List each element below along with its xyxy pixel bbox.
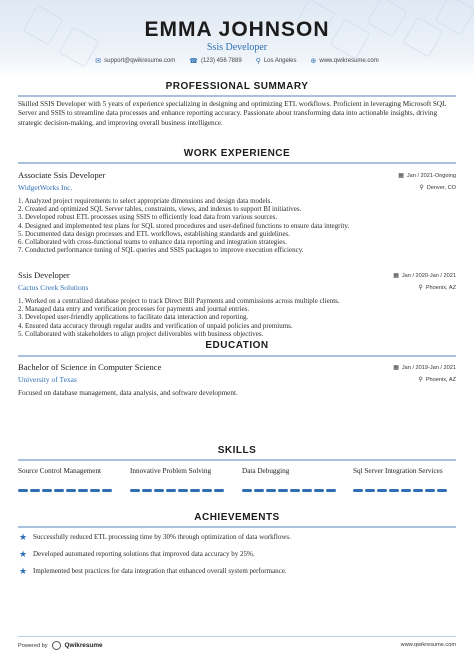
qwikresume-logo-icon xyxy=(52,641,61,650)
powered-by-text: Powered by xyxy=(18,642,48,649)
list-item: 5. Documented data design processes and ETL workflows, establishing standards and guidelines. xyxy=(18,229,290,238)
contact-location xyxy=(256,57,297,65)
skill-level-segment xyxy=(142,489,152,492)
degree-title: Bachelor of Science in Computer Science xyxy=(18,362,162,372)
skill-level-segment xyxy=(130,489,140,492)
education-dates xyxy=(393,364,456,371)
skill-level-segment xyxy=(214,489,224,492)
list-item: 4. Designed and implemented test plans for SQL stored procedures and user-defined functions to ensure data integrity. xyxy=(18,221,350,230)
skill-item xyxy=(130,467,230,492)
skill-item xyxy=(242,467,342,492)
achievement-text: Developed automated reporting solutions that improved data accuracy by 25%. xyxy=(33,550,255,558)
location-text: Los Angeles xyxy=(263,58,297,64)
contact-email[interactable] xyxy=(95,57,175,65)
skill-level-segment xyxy=(18,489,28,492)
skill-level-segment xyxy=(266,489,276,492)
skill-label: Innovative Problem Solving xyxy=(130,467,212,475)
job-company: WidgetWorks Inc. xyxy=(18,183,73,192)
job-location-text: Denver, CO xyxy=(426,184,456,191)
list-item: 2. Created and optimized SQL Server tables, constraints, views, and indexes to support BI initiatives. xyxy=(18,205,302,214)
list-item: 1. Analyzed project requirements to select appropriate dimensions and design data models. xyxy=(18,197,273,205)
skill-level-segment xyxy=(66,489,76,492)
contact-phone[interactable] xyxy=(189,57,241,65)
achievement-text: Implemented best practices for data integration that enhanced overall system performance. xyxy=(33,567,287,575)
star-badge-icon: ★ xyxy=(18,566,28,576)
school-name: University of Texas xyxy=(18,375,77,384)
skill-level-segment xyxy=(377,489,387,492)
calendar-icon: ▦ xyxy=(393,365,399,371)
skill-level-segment xyxy=(437,489,447,492)
section-title-education: EDUCATION xyxy=(205,340,269,351)
location-pin-icon: ⚲ xyxy=(418,377,423,383)
list-item: 1. Worked on a centralized database project to track Direct Bill Payments and commissions across multiple clients. xyxy=(18,297,340,305)
skill-level-segment xyxy=(90,489,100,492)
job-dates-text: Jan / 2020-Jan / 2021 xyxy=(401,272,456,279)
skill-level-segment xyxy=(102,489,112,492)
skill-level-segment xyxy=(202,489,212,492)
skill-level-bar xyxy=(242,489,342,492)
footer-divider xyxy=(18,636,456,637)
skill-level-segment xyxy=(178,489,188,492)
skill-level-segment xyxy=(254,489,264,492)
education-dates-text: Jan / 2019-Jan / 2021 xyxy=(401,364,456,371)
education-location-text: Phoenix, AZ xyxy=(425,376,456,383)
skill-item xyxy=(353,467,458,492)
section-title-summary: PROFESSIONAL SUMMARY xyxy=(165,81,309,92)
skill-level-segment xyxy=(326,489,336,492)
section-title-achievements: ACHIEVEMENTS xyxy=(194,512,280,523)
footer-website[interactable]: www.qwikresume.com xyxy=(400,642,456,648)
skill-level-segment xyxy=(242,489,252,492)
skill-level-segment xyxy=(42,489,52,492)
calendar-icon: ▦ xyxy=(398,173,404,179)
job-location xyxy=(418,284,456,291)
job-duties-list xyxy=(18,297,458,338)
list-item: 3. Developed user-friendly applications to facilitate data interaction and reporting. xyxy=(18,313,249,322)
skill-level-segment xyxy=(353,489,363,492)
skill-level-segment xyxy=(401,489,411,492)
job-title: Ssis Developer xyxy=(18,270,70,280)
email-icon: ✉ xyxy=(95,58,102,65)
skill-level-segment xyxy=(54,489,64,492)
contact-website[interactable] xyxy=(311,57,379,65)
job-location xyxy=(419,184,456,191)
location-pin-icon: ⚲ xyxy=(419,185,424,191)
education-description: Focused on database management, data analysis, and software development. xyxy=(18,389,238,397)
contact-bar xyxy=(0,57,474,65)
achievement-item xyxy=(18,549,255,559)
star-badge-icon: ★ xyxy=(18,549,28,559)
skill-level-segment xyxy=(389,489,399,492)
job-company: Cactus Creek Solutions xyxy=(18,283,89,292)
section-divider xyxy=(18,526,456,528)
skill-level-segment xyxy=(154,489,164,492)
job-title: Associate Ssis Developer xyxy=(18,170,106,180)
skill-level-segment xyxy=(365,489,375,492)
skill-level-segment xyxy=(314,489,324,492)
skill-level-segment xyxy=(290,489,300,492)
skill-level-segment xyxy=(425,489,435,492)
achievement-item xyxy=(18,532,291,542)
section-divider xyxy=(18,459,456,461)
skill-item xyxy=(18,467,118,492)
candidate-name: EMMA JOHNSON xyxy=(144,18,330,41)
skill-level-segment xyxy=(30,489,40,492)
section-divider xyxy=(18,162,456,164)
location-pin-icon: ⚲ xyxy=(255,58,261,65)
website-text: www.qwikresume.com xyxy=(319,58,379,64)
summary-text: Skilled SSIS Developer with 5 years of experience specializing in designing and optimizing ETL workflows. Proficient in leveraging Microsoft SQL Server and SSIS to streamline data processes and enhance reporting accuracy. Passionate about transforming data into actionable insights, driving strategic decision-making, and improving overall business intelligence. xyxy=(18,100,447,127)
skill-level-segment xyxy=(413,489,423,492)
achievement-text: Successfully reduced ETL processing time by 30% through optimization of data workflows. xyxy=(33,533,291,541)
phone-text: (123) 456 7889 xyxy=(200,58,242,64)
skill-level-segment xyxy=(166,489,176,492)
list-item: 2. Managed data entry and verification processes for payments and journal entries. xyxy=(18,305,250,314)
job-dates-text: Jan / 2021-Ongoing xyxy=(406,172,456,179)
skill-level-bar xyxy=(130,489,230,492)
skill-label: Source Control Management xyxy=(18,467,102,475)
section-divider xyxy=(18,355,456,357)
list-item: 3. Developed robust ETL processes using SSIS to efficiently load data from various sources. xyxy=(18,213,278,222)
location-pin-icon: ⚲ xyxy=(418,285,423,291)
skill-level-bar xyxy=(18,489,118,492)
skill-level-segment xyxy=(302,489,312,492)
section-title-skills: SKILLS xyxy=(217,445,257,456)
list-item: 7. Conducted performance tuning of SQL queries and SSIS packages to improve execution efficiency. xyxy=(18,246,304,255)
footer-branding[interactable] xyxy=(18,641,103,650)
globe-icon: ⊕ xyxy=(310,58,317,65)
list-item: 5. Collaborated with stakeholders to align project deliverables with business objectives. xyxy=(18,329,264,338)
achievement-item xyxy=(18,566,287,576)
skill-level-segment xyxy=(278,489,288,492)
list-item: 4. Ensured data accuracy through regular audits and verification of unpaid policies and premiums. xyxy=(18,321,293,330)
list-item: 6. Collaborated with cross-functional teams to enhance data reporting and integration strategies. xyxy=(18,238,287,247)
email-text: support@qwikresume.com xyxy=(104,58,176,64)
skill-level-bar xyxy=(353,489,458,492)
skill-label: Sql Server Integration Services xyxy=(353,467,443,475)
brand-name: Qwikresume xyxy=(64,642,103,649)
star-badge-icon: ★ xyxy=(18,532,28,542)
phone-icon: ☎ xyxy=(189,58,198,65)
section-divider xyxy=(18,95,456,97)
job-location-text: Phoenix, AZ xyxy=(425,284,456,291)
job-dates xyxy=(393,272,456,279)
candidate-role: Ssis Developer xyxy=(206,42,268,53)
section-title-experience: WORK EXPERIENCE xyxy=(183,148,291,159)
education-location xyxy=(418,376,456,383)
skill-level-segment xyxy=(78,489,88,492)
job-dates xyxy=(398,172,456,179)
job-duties-list xyxy=(18,197,458,254)
calendar-icon: ▦ xyxy=(393,273,399,279)
skill-level-segment xyxy=(190,489,200,492)
skill-label: Data Debugging xyxy=(242,467,290,475)
